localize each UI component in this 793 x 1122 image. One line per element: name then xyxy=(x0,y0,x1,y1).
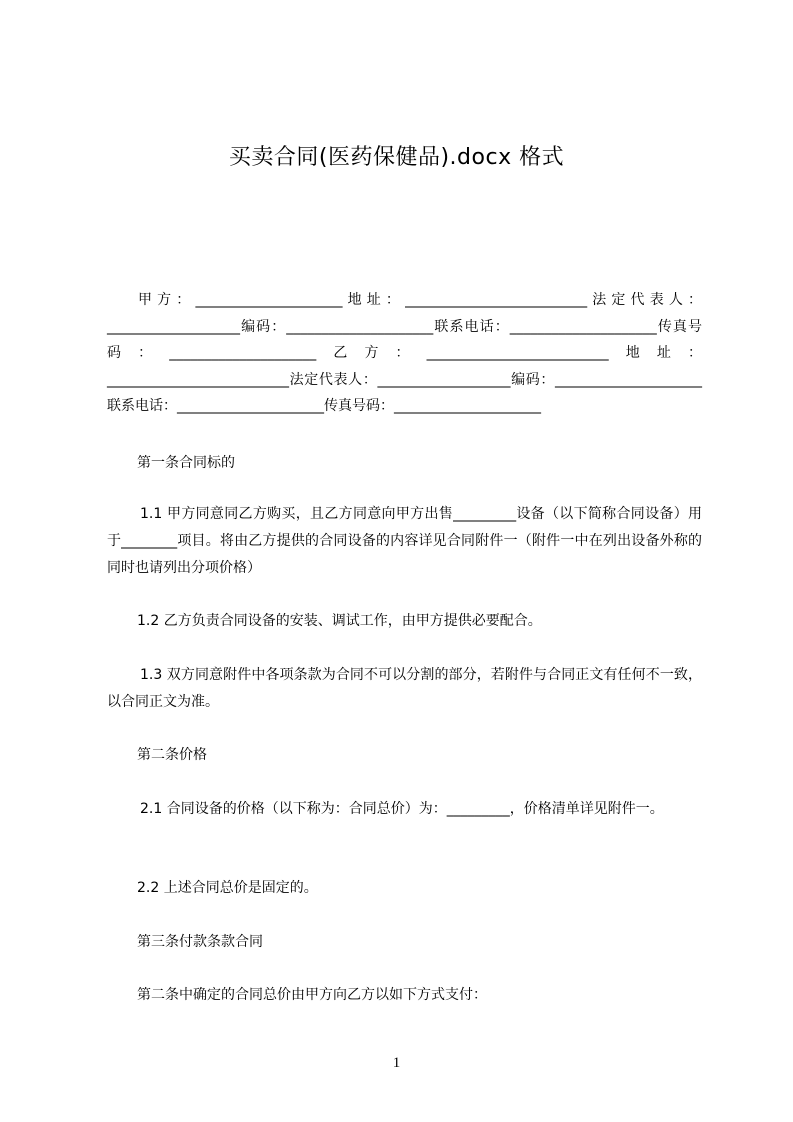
section-3-intro: 第二条中确定的合同总价由甲方向乙方以如下方式支付： xyxy=(137,987,487,1003)
clause-1-2: 1.2 乙方负责合同设备的安装、调试工作，由甲方提供必要配合。 xyxy=(137,613,542,629)
section-3-heading: 第三条付款条款合同 xyxy=(137,934,263,950)
section-1-heading: 第一条合同标的 xyxy=(137,455,235,471)
section-2-heading: 第二条价格 xyxy=(137,747,207,763)
clause-2-2: 2.2 上述合同总价是固定的。 xyxy=(137,880,318,896)
document-title: 买卖合同(医药保健品).docx 格式 xyxy=(228,145,565,170)
clause-1-1: 1.1 甲方同意同乙方购买，且乙方同意向甲方出售_________设备（以下简称合同设备）用于________项目。将由乙方提供的合同设备的内容详见合同附件一（附件一中在列出设备外称的同时也请列出分项价格） xyxy=(107,506,702,576)
page-number: 1 xyxy=(392,1055,401,1071)
clause-2-1: 2.1 合同设备的价格（以下称为：合同总价）为：_________，价格清单详见附件一。 xyxy=(140,801,664,817)
clause-1-3: 1.3 双方同意附件中各项条款为合同不可以分割的部分，若附件与合同正文有任何不一致，以合同正文为准。 xyxy=(107,667,702,710)
party-info-block: 甲方：_____________________地址：__________________________法定代表人：___________________编码：_____________________联系电话：_____________________传真号码：_____________________乙方：__________________________地址：__________________________法定代表人：___________________编码：_____________________联系电话：_____________________传真号码：_____________________ xyxy=(107,292,702,414)
